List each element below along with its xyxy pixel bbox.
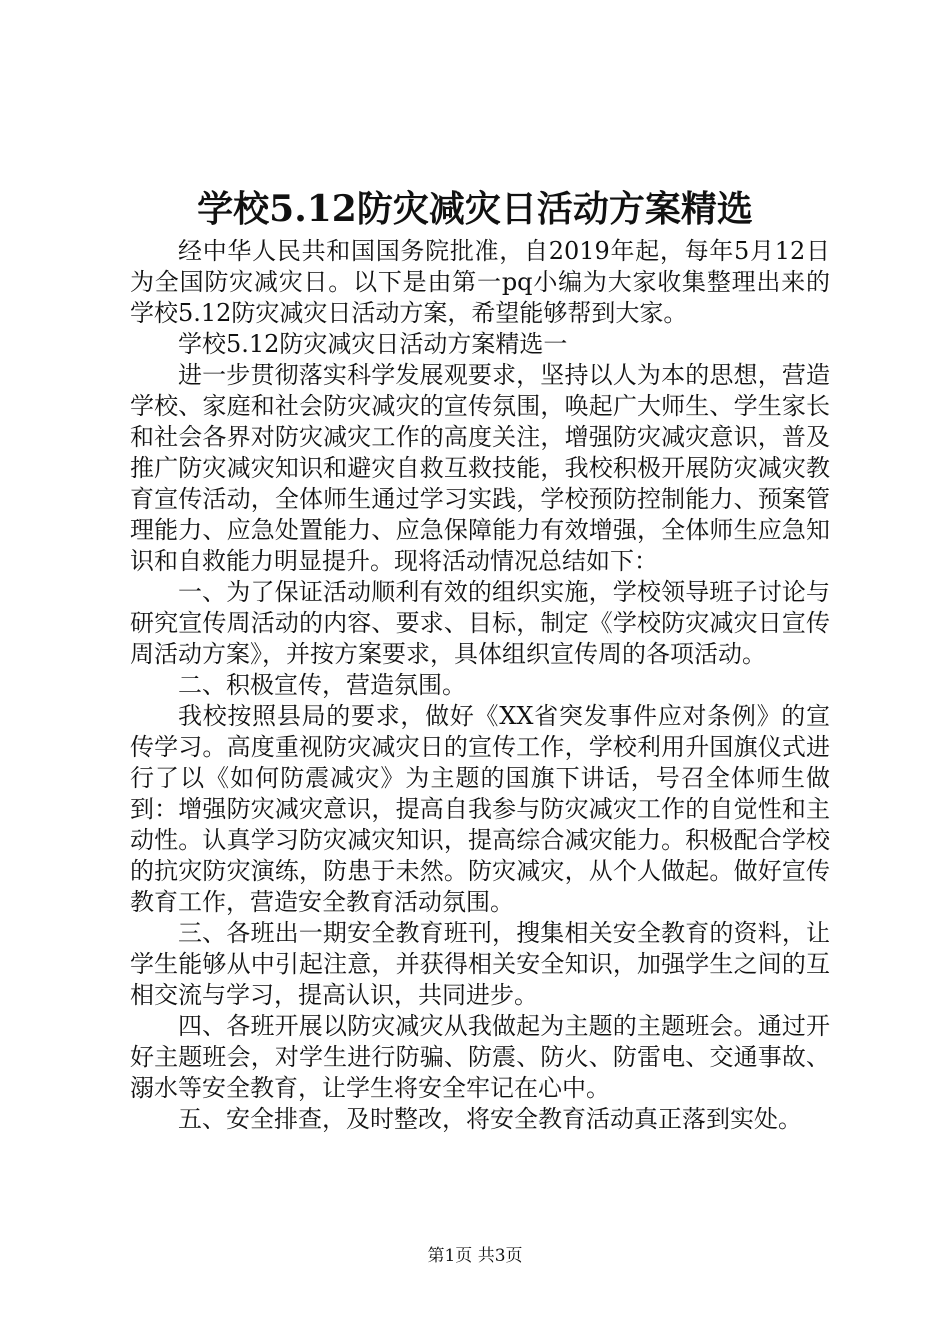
document-title: 学校5.12防灾减灾日活动方案精选	[197, 188, 753, 230]
page-number-footer: 第1页 共3页	[427, 1246, 523, 1266]
item-two-heading: 二、积极宣传，营造氛围。	[178, 671, 466, 699]
item-three-paragraph: 三、各班出一期安全教育班刊，搜集相关安全教育的资料，让学生能够从中引起注意，并获得相关安全知识，加强学生之间的互相交流与学习，提高认识，共同进步。	[130, 919, 830, 1009]
item-one-paragraph: 一、为了保证活动顺利有效的组织实施，学校领导班子讨论与研究宣传周活动的内容、要求、目标，制定《学校防灾减灾日宣传周活动方案》，并按方案要求，具体组织宣传周的各项活动。	[130, 578, 830, 668]
section-heading: 学校5.12防灾减灾日活动方案精选一	[178, 330, 568, 358]
intro-paragraph: 经中华人民共和国国务院批准，自2019年起，每年5月12日为全国防灾减灾日。以下是由第一pq小编为大家收集整理出来的学校5.12防灾减灾日活动方案，希望能够帮到大家。	[130, 237, 830, 327]
document-body	[130, 236, 830, 1135]
item-four-paragraph: 四、各班开展以防灾减灾从我做起为主题的主题班会。通过开好主题班会，对学生进行防骗、防震、防火、防雷电、交通事故、溺水等安全教育，让学生将安全牢记在心中。	[130, 1012, 830, 1102]
item-two-paragraph: 我校按照县局的要求，做好《XX省突发事件应对条例》的宣传学习。高度重视防灾减灾日的宣传工作，学校利用升国旗仪式进行了以《如何防震减灾》为主题的国旗下讲话，号召全体师生做到：增强防灾减灾意识，提高自我参与防灾减灾工作的自觉性和主动性。认真学习防灾减灾知识，提高综合减灾能力。积极配合学校的抗灾防灾演练，防患于未然。防灾减灾，从个人做起。做好宣传教育工作，营造安全教育活动氛围。	[130, 702, 830, 916]
item-five-paragraph: 五、安全排查，及时整改，将安全教育活动真正落到实处。	[178, 1105, 802, 1133]
body-paragraph: 进一步贯彻落实科学发展观要求，坚持以人为本的思想，营造学校、家庭和社会防灾减灾的宣传氛围，唤起广大师生、学生家长和社会各界对防灾减灾工作的高度关注，增强防灾减灾意识，普及推广防灾减灾知识和避灾自救互救技能，我校积极开展防灾减灾教育宣传活动，全体师生通过学习实践，学校预防控制能力、预案管理能力、应急处置能力、应急保障能力有效增强，全体师生应急知识和自救能力明显提升。现将活动情况总结如下：	[130, 361, 830, 575]
